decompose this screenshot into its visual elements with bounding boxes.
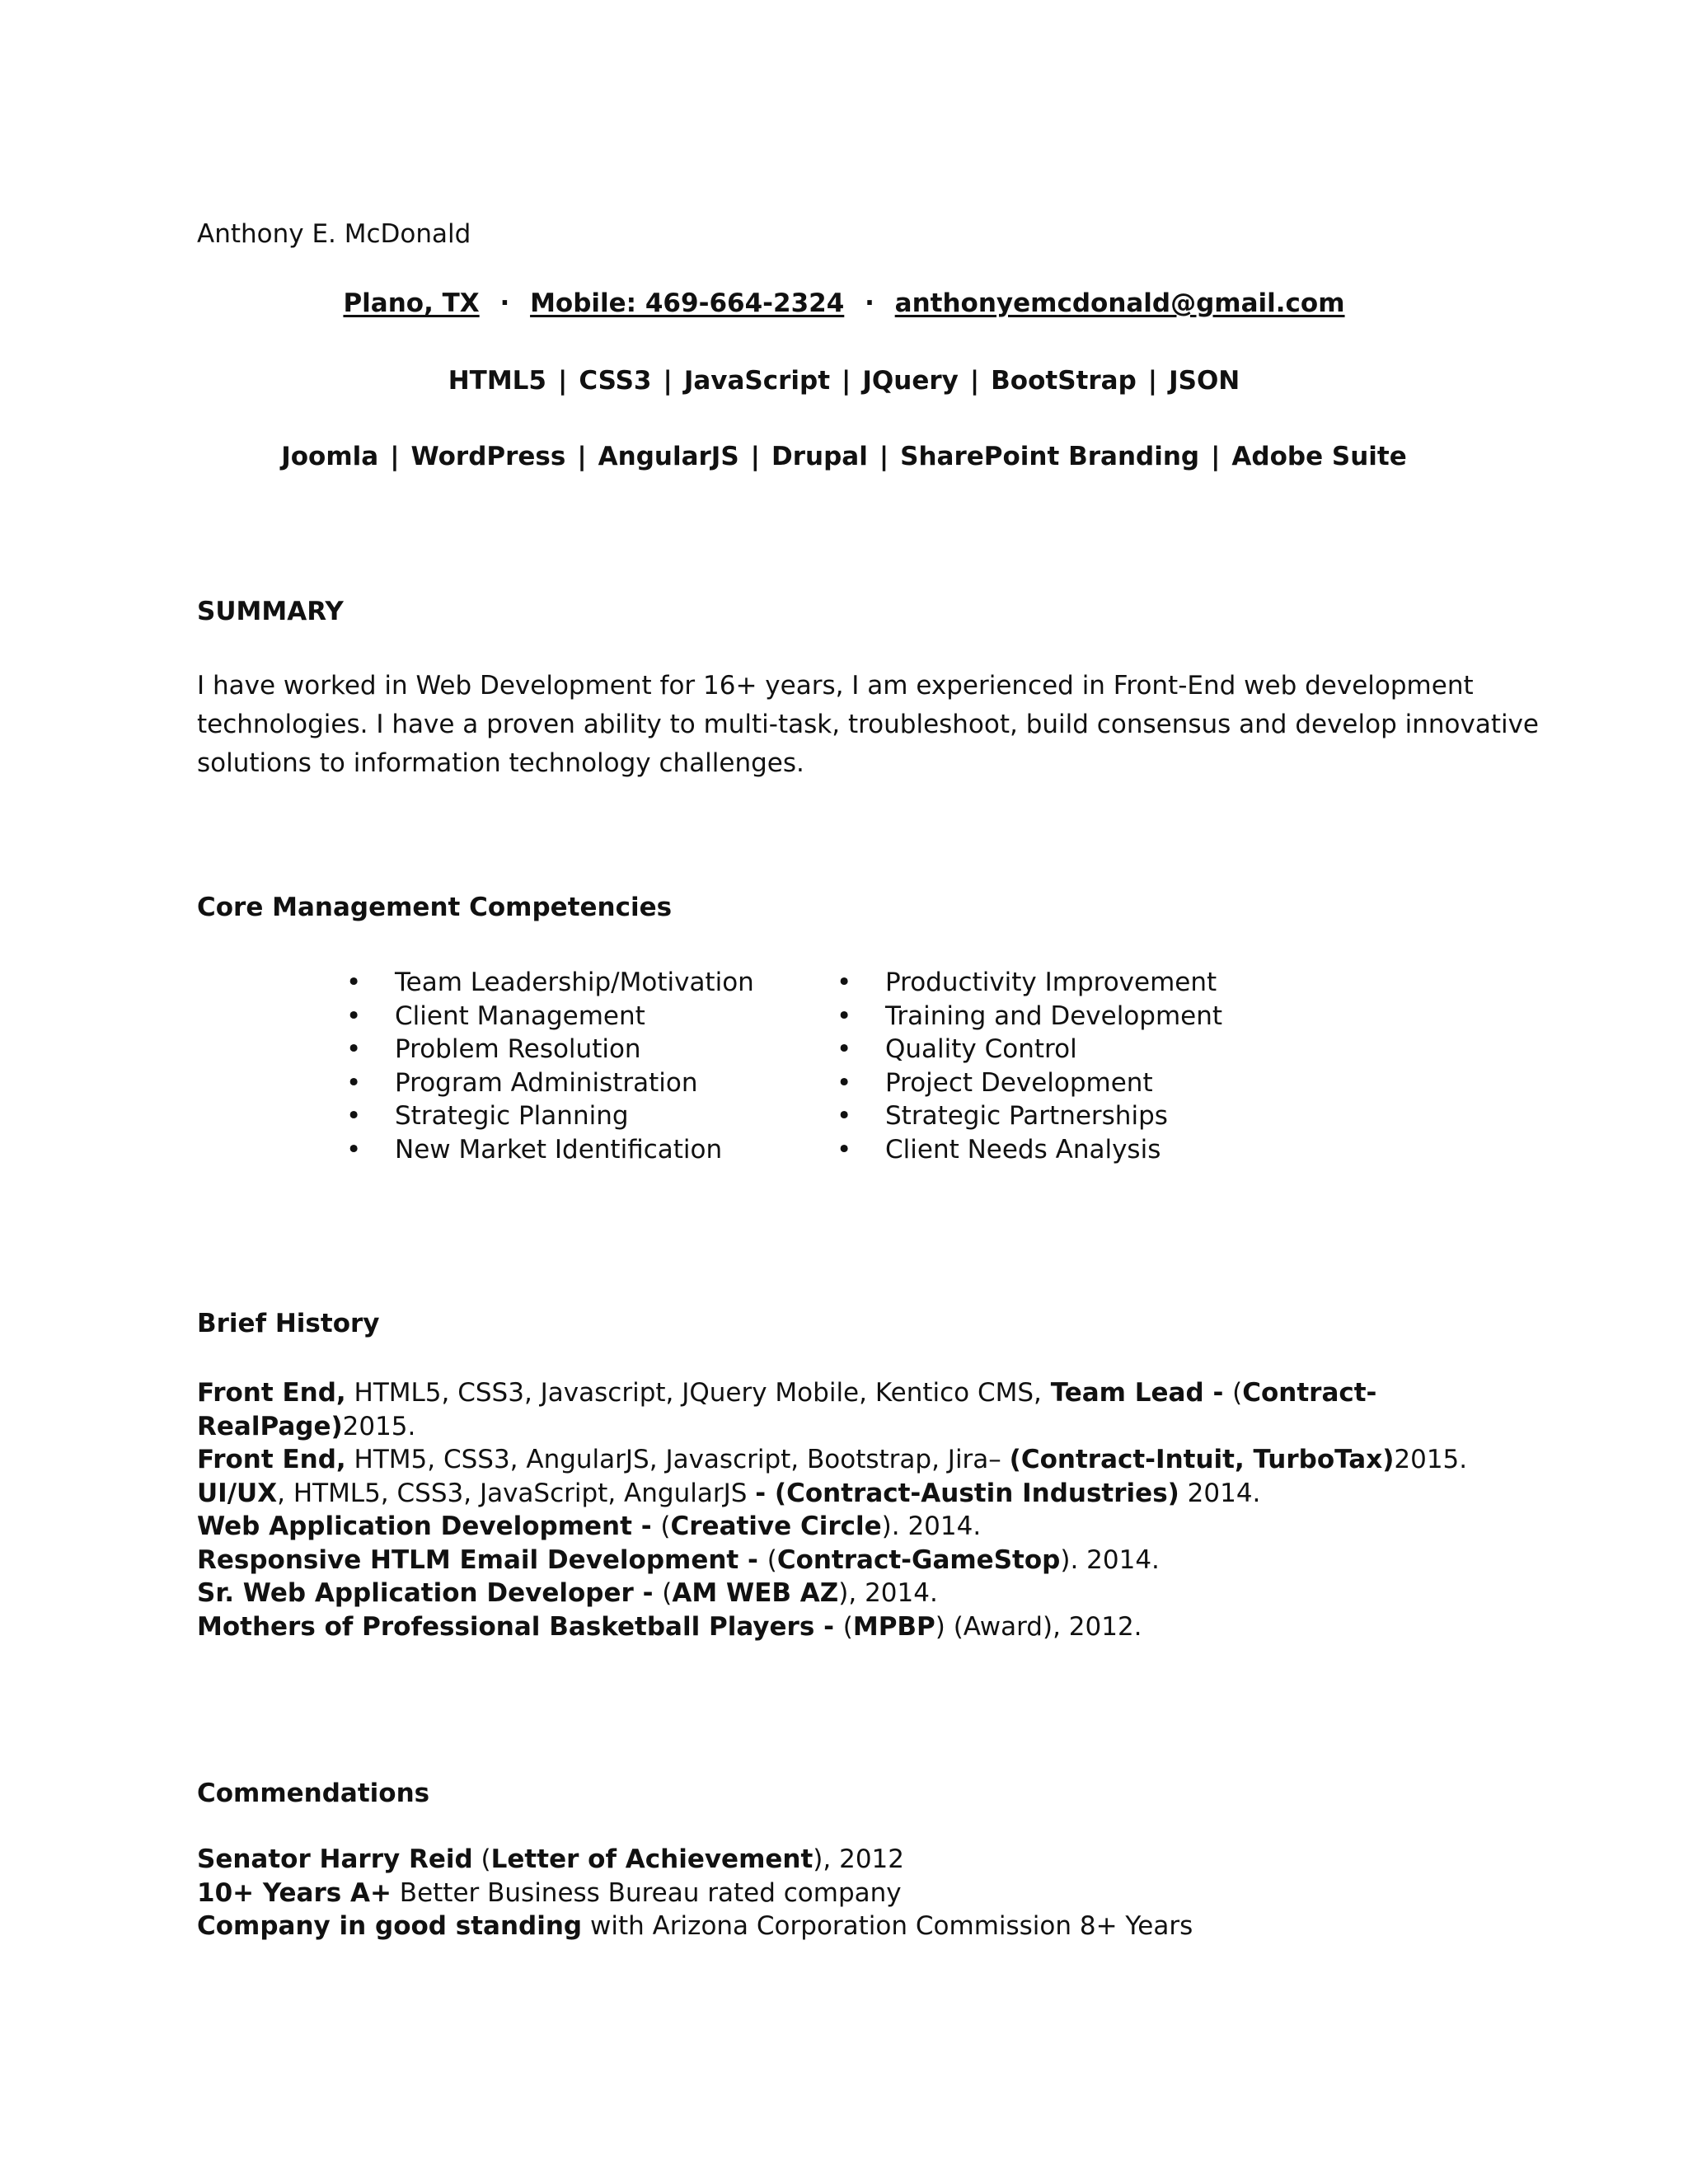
competency-label: Client Needs Analysis [885,1134,1161,1165]
bullet-icon: • [346,1134,362,1165]
skill-item: AngularJS [598,442,739,471]
entry-detail: ( [1232,1378,1243,1408]
contact-email[interactable]: anthonyemcdonald@gmail.com [894,288,1345,318]
summary-line: solutions to information technology challenges. [197,748,804,778]
entry-detail: ). 2014. [1060,1544,1160,1575]
bullet-icon: • [837,1001,852,1031]
entry-detail: ( [662,1578,673,1608]
competency-label: Training and Development [885,1001,1223,1031]
entry-client: - (Contract-Austin Industries) [755,1478,1179,1508]
skill-item: JQuery [862,366,959,396]
list-item [346,1066,754,1100]
entry-detail: 2015. [342,1411,416,1441]
entry-client: (Contract-Intuit, TurboTax) [1009,1445,1395,1474]
summary-paragraph [197,667,1539,783]
skill-item: Joomla [281,442,379,471]
commendations-list [197,1843,1193,1943]
skills-line-1 [0,364,1688,397]
history-entry [197,1443,1467,1477]
skills-line-2 [0,440,1688,473]
entry-role: Mothers of Professional Basketball Players - [197,1611,843,1642]
contact-mobile: Mobile: 469-664-2324 [530,288,845,318]
skill-item: SharePoint Branding [900,442,1200,471]
contact-separator: · [499,288,510,318]
entry-client: Contract- [1242,1378,1377,1408]
bullet-icon: • [346,1067,362,1098]
list-item [346,966,754,1000]
entry-detail: 2015. [1394,1445,1468,1474]
summary-line: I have worked in Web Development for 16+ years, I am experienced in Front-End web development [197,671,1474,701]
commendation-source: Senator Harry Reid [197,1844,473,1874]
history-heading: Brief History [197,1309,380,1338]
competencies-heading: Core Management Competencies [197,893,673,922]
skill-separator: | [1147,366,1158,396]
commendation-entry [197,1910,1193,1943]
skill-separator: | [842,366,851,396]
entry-client: Contract-GameStop [776,1544,1061,1575]
competency-label: Quality Control [885,1034,1077,1064]
commendation-detail: ( [472,1844,491,1874]
commendation-entry [197,1877,1193,1910]
commendation-source: 10+ Years A+ [197,1877,392,1908]
skill-separator: | [577,442,587,471]
entry-role: Team Lead - [1041,1378,1233,1408]
competency-label: Program Administration [395,1067,698,1098]
history-entry [197,1544,1467,1577]
skill-item: Adobe Suite [1231,442,1407,471]
entry-role: UI/UX [197,1478,278,1508]
history-list [197,1376,1467,1643]
entry-role: Front End, [197,1445,346,1474]
bullet-icon: • [837,968,852,997]
entry-detail: ) (Award), 2012. [935,1611,1142,1642]
skill-item: CSS3 [579,366,652,396]
bullet-icon: • [346,1001,362,1031]
entry-detail: 2014. [1179,1478,1261,1508]
skill-separator: | [750,442,760,471]
summary-heading: SUMMARY [197,597,344,626]
entry-role: Front End, [197,1378,346,1408]
history-entry [197,1376,1467,1410]
list-item [837,1133,1222,1167]
bullet-icon: • [837,1101,852,1131]
skill-separator: | [969,366,980,396]
bullet-icon: • [837,1034,852,1064]
bullet-icon: • [346,1034,362,1064]
list-item [837,1066,1222,1100]
competency-label: Strategic Partnerships [885,1101,1168,1131]
entry-detail: ( [842,1611,853,1642]
list-item [346,1033,754,1066]
history-entry [197,1477,1467,1511]
contact-location: Plano, TX [343,288,480,318]
commendation-title: Letter of Achievement [490,1844,814,1874]
list-item [837,966,1222,1000]
skill-separator: | [1211,442,1221,471]
bullet-icon: • [346,968,362,997]
list-item [837,1099,1222,1133]
entry-role: Sr. Web Application Developer - [197,1578,663,1608]
entry-client: RealPage) [197,1411,343,1441]
entry-detail: ( [660,1511,671,1541]
competency-label: Project Development [885,1067,1153,1098]
entry-detail: , HTML5, CSS3, JavaScript, AngularJS [277,1478,756,1508]
entry-role: Responsive HTLM Email Development - [197,1544,767,1575]
list-item [837,1033,1222,1066]
entry-client: Creative Circle [670,1511,882,1541]
entry-client: MPBP [852,1611,935,1642]
commendation-detail: Better Business Bureau rated company [391,1877,902,1908]
contact-separator: · [865,288,874,318]
competencies-right-list [837,966,1222,1166]
skill-item: JavaScript [683,366,831,396]
summary-line: technologies. I have a proven ability to multi-task, troubleshoot, build consensus and develop innovative [197,710,1539,739]
skill-separator: | [663,366,673,396]
entry-detail: ), 2014. [838,1578,938,1608]
skill-item: BootStrap [991,366,1137,396]
competency-label: Productivity Improvement [885,968,1217,997]
competency-label: Problem Resolution [395,1034,641,1064]
commendation-detail: with Arizona Corporation Commission 8+ Years [582,1911,1193,1941]
skill-separator: | [390,442,400,471]
entry-detail: HTM5, CSS3, AngularJS, Javascript, Bootstrap, Jira– [345,1445,1010,1474]
skill-item: WordPress [410,442,566,471]
history-entry [197,1510,1467,1544]
entry-detail: HTML5, CSS3, Javascript, JQuery Mobile, Kentico CMS, [345,1378,1042,1408]
entry-client: AM WEB AZ [672,1578,839,1608]
competency-label: Team Leadership/Motivation [395,968,754,997]
competencies-left-list [346,966,754,1166]
competency-label: New Market Identification [395,1134,723,1165]
competency-label: Strategic Planning [395,1101,629,1131]
list-item [346,1000,754,1033]
entry-detail: ( [767,1544,777,1575]
skill-item: HTML5 [448,366,546,396]
commendation-entry [197,1843,1193,1877]
list-item [346,1133,754,1167]
history-entry [197,1410,1467,1444]
list-item [346,1099,754,1133]
commendation-detail: ), 2012 [813,1844,904,1874]
skill-item: JSON [1169,366,1240,396]
commendations-heading: Commendations [197,1779,430,1808]
history-entry [197,1577,1467,1610]
list-item [837,1000,1222,1033]
history-entry [197,1610,1467,1644]
applicant-name: Anthony E. McDonald [197,219,471,249]
skill-separator: | [879,442,889,471]
bullet-icon: • [346,1101,362,1131]
competency-label: Client Management [395,1001,645,1031]
entry-role: Web Application Development - [197,1511,661,1541]
skill-separator: | [558,366,568,396]
bullet-icon: • [837,1067,852,1098]
commendation-source: Company in good standing [197,1911,583,1941]
entry-detail: ). 2014. [881,1511,982,1541]
skill-item: Drupal [771,442,868,471]
contact-line [0,287,1688,320]
bullet-icon: • [837,1134,852,1165]
